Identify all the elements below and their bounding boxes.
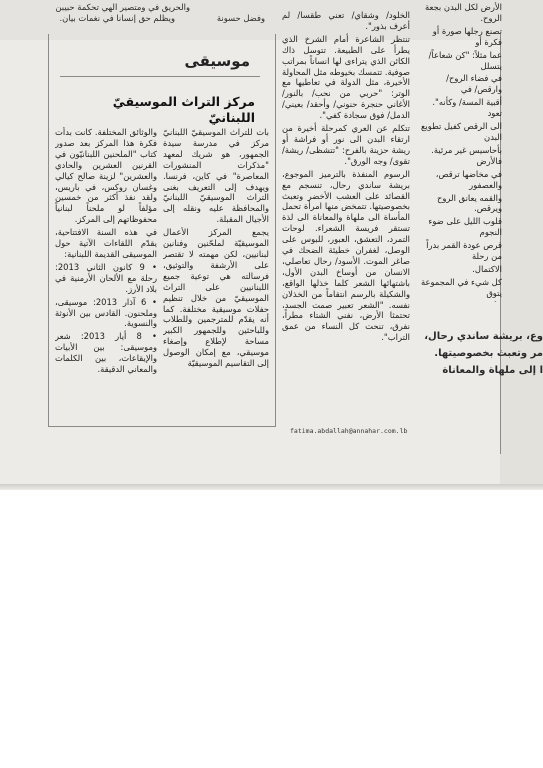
column-rule [48, 34, 49, 426]
paragraph: تنتظر الشاعرة أمام الشرخ الذي يطرأ على الطبيعة. تتوسل ذاك الكائن الذي يتراءى لها انساناً بمراتب صوفية. تتمسك بخيوطه مثل المحاولة الأخيرة، مثل الدولة في تعاطيها مع الوتر: "حربي من نحب/ بالنور/ الأغاني حنجرة حنوني/ وأحقد/ بعيني/ الدمل/ فوق سجادة كفي". [282, 33, 410, 121]
line: في فضاء الروح/ وارقص/ في [446, 73, 502, 95]
list-item: • 6 آذار 2013: موسيقى، وملحنون. القادس بين الأنوثة والنسوية. [55, 296, 157, 329]
column-rule [275, 34, 276, 426]
line: أقبية المسة/ وكأنه". تعود [432, 97, 502, 119]
top-fragment-line: والحريق في ومتصير الهي تحكمة حبيبن [55, 2, 190, 12]
line: بأحاسيس غير مرئية. فالأرض [431, 144, 502, 166]
line: الأرض لكل البدن بجعة الروح. [425, 2, 502, 23]
line: الاكتمال. [472, 263, 502, 274]
paragraph: والوثائق المختلفة. كانت بدأت فكرة هذا المركز بعد صدور كتاب "الملحنين اللبنانيّون في القرنين العشرين والحادي والعشرين" لزينة صالح كيالي وغسان روكس، في باريس، ولقد نفذ أكثر من خمسين مؤلفاً لو ملحناً لبنانياً محفوظاتهم إلى المركز. [55, 127, 157, 225]
paragraph: بات للتراث الموسيقيّ اللبنانيّ مركز في مدرسة سيدة الجمهور، هو شريك لمعهد "مذكرات المنشورات المعاصرة" في كاين، فرنسا. ويهدف إلى التعريف بغنى التراث الموسيقيّ اللبنانيّ والمحافظة عليه ونقله إلى الأجيال المقبلة. [163, 127, 269, 225]
bold-fragment-line: مر وتعبث بخصوصيتها. [434, 348, 543, 359]
paragraph: الخلود/ وشقاي/ تعني طقسا/ لم أعرف بذور". [282, 10, 410, 31]
line: عما مثلاً: "كن شعاعاً/ يتسلل [428, 49, 502, 71]
article-column-right [282, 10, 410, 425]
paragraph: في هذه السنة الافتتاحية، يقدّم اللقاءات الآتية حول الموسيقى القديمة اللبنانية: [55, 227, 157, 259]
paragraph: الرسوم المنفذة بالترميز الموجوع، بريشة ساندي رحال، تنسجم مع القصائد على العشب الأخضر وتعبث بخصوصيتها. تتمخض منها امرأة تحمل المأساة الى ملهاة والمعاناة الى لذة تستقر فريسة الشعراء. لوحات التمرد، التعشق، العبور، للبوس على الوصل، لغفران خطيئة الضحك في صاغر الموت. الأسود/ رحال تعاصلي، الانسان من أوساخ البدن الأول، باشتهائها الشعر كلما خذلها الواقع، والشكيلة بالرسم انتقاماً من الخذلان نفسه. "الشعر تعبير صمت الجسد، تحتمثا الأرض، نفني الشتاء مطراً، نفرق، تنحت كل النساء من عمق التراب". [282, 168, 410, 343]
paragraph: تتكلم عن العري كمرحلة أخيرة من ارتقاء البدن الى نور أو فراشة أو ريشة حزينة بالفرح: "تتشظى/ ريشة/ تقوى/ وجه الورق". [282, 123, 410, 166]
line: قرص عودة القمر بدراً من رحلة [426, 240, 502, 262]
paragraph: يجمع المركز الأعمال الموسيقيّة لملحّنين وفنانين لبنانيين، لكن مهمته لا تقتصر على الأرشفة والتوثيق، فرسالته هي توعية جميع اللبنانيين على التراث الموسيقيّ من خلال تنظيم حفلات موسيقية مختلفة. كما أنه يقدّم للمترجمين وللطلاب وللباحثين وللجمهور الكبير مساحة لإطلاع وإصغاء موسيقي، مع إمكان الوصول إلى التقاسيم الموسيقيّة [163, 227, 269, 369]
line: قلوب الليل على ضوء النجوم [428, 216, 502, 238]
top-fragment-line: ويظلم حق إنسانا في نغمات بيان. [59, 13, 175, 23]
article-column-middle [163, 127, 269, 427]
section-title: موسيقى [184, 52, 250, 70]
adjacent-clipping-edge [500, 0, 543, 490]
bold-fragment-line: وع، بريشة ساندي رحال، [424, 331, 543, 342]
line: كل شيء في المجموعة يتوق [420, 276, 502, 298]
section-underline [60, 76, 260, 77]
list-item: • 9 كانون الثاني 2013: رحلة مع الألحان الأرمنية في بلاد الأرز. [55, 261, 157, 294]
bold-fragment-line: ا إلى ملهاة والمعاناة [442, 365, 543, 376]
line: تصنع رجلها صورة أو فكرة أو [432, 25, 502, 47]
top-fragment-line: وفضل حسونة [216, 13, 265, 23]
list-item: • 8 أيار 2013: شعر وموسيقى: بين الأبيات والإيقاعات، بين الكلمات والمعاني الدقيقة. [55, 331, 157, 375]
author-email: fatima.abdallah@annahar.com.lb [290, 427, 408, 435]
article-headline: مركز التراث الموسيقيّ اللبنانيّ [112, 94, 255, 125]
article-column-left [55, 127, 157, 427]
article-column-edge [418, 2, 502, 302]
line: والقمه يعانق الروح ويرقص. [436, 192, 502, 214]
line [418, 301, 502, 302]
line: الى الرقص كفيل تطويع البدن [420, 121, 502, 142]
line: في مخاضها ترقص، والعصفور [435, 168, 502, 190]
clipping-fold-edge [0, 484, 543, 490]
